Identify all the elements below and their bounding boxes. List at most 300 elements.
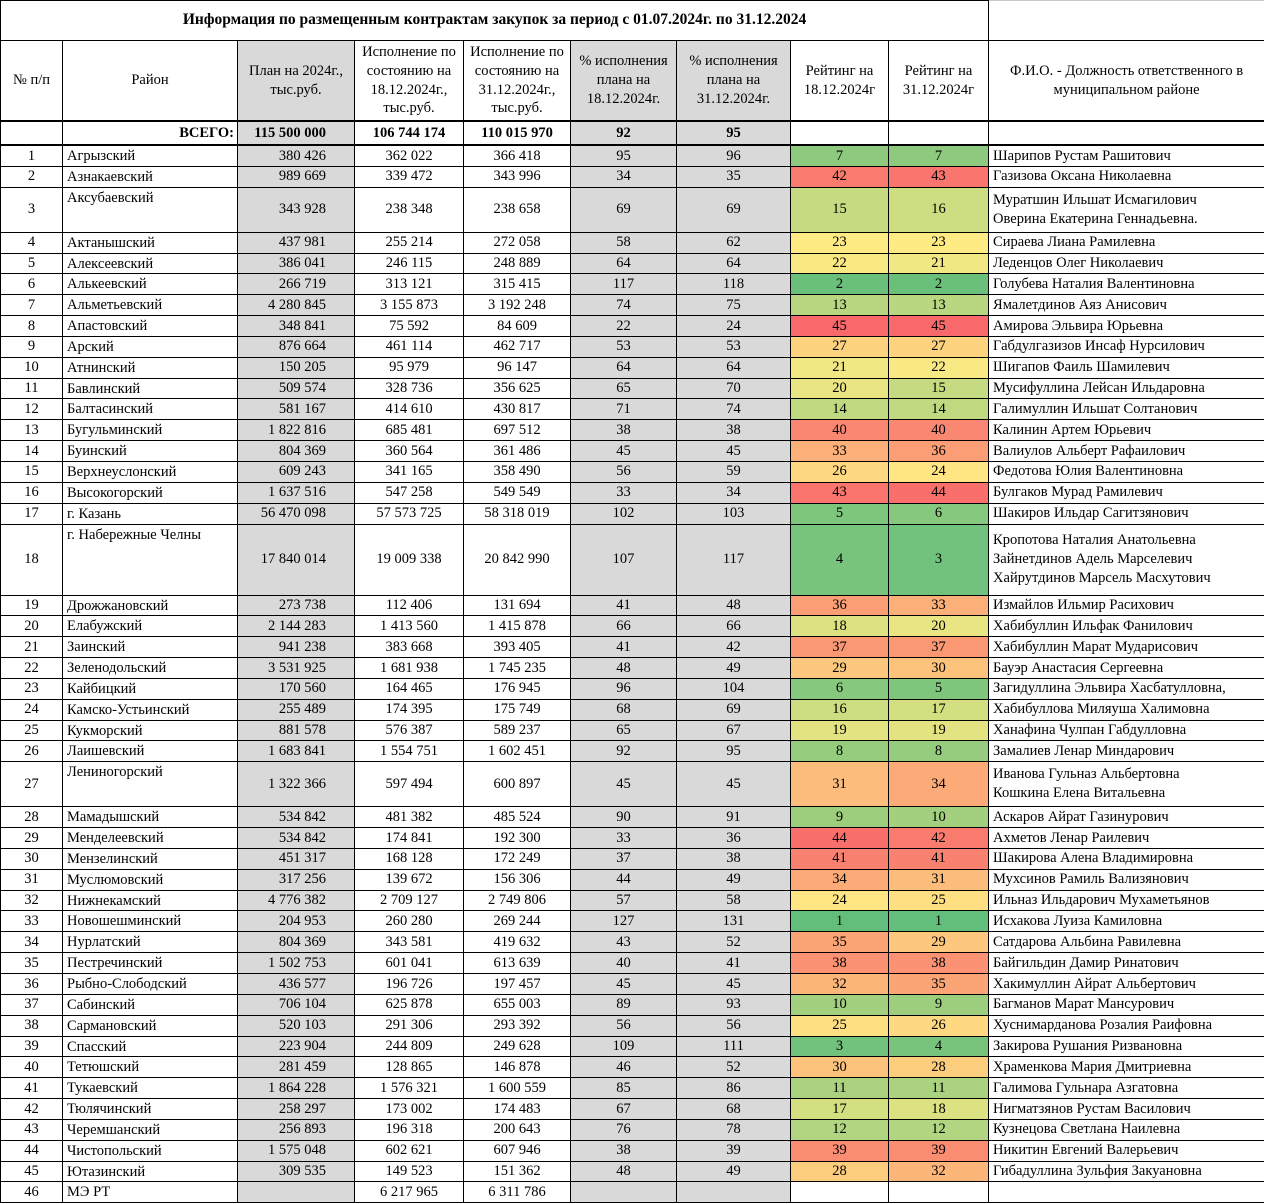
- cell-pct18: 56: [571, 461, 677, 482]
- cell-exec31: 419 632: [464, 932, 571, 953]
- cell-district: Сармановский: [63, 1015, 238, 1036]
- cell-number: 40: [1, 1057, 63, 1078]
- cell-pct31: 95: [677, 121, 791, 145]
- cell-exec31: 269 244: [464, 911, 571, 932]
- cell-fio: [989, 869, 1264, 890]
- cell-rate31: [889, 1182, 989, 1203]
- cell-district: Агрызский: [63, 145, 238, 166]
- cell-plan: 343 928: [238, 187, 355, 232]
- column-header-rate31: Рейтинг на 31.12.2024г: [889, 41, 989, 122]
- cell-pct31: 78: [677, 1119, 791, 1140]
- cell-number: 41: [1, 1078, 63, 1099]
- cell-plan: 256 893: [238, 1119, 355, 1140]
- cell-plan: 581 167: [238, 399, 355, 420]
- cell-fio: [989, 1119, 1264, 1140]
- cell-rate31: 16: [889, 187, 989, 232]
- table-row: [1, 1015, 1264, 1036]
- cell-rate31: 31: [889, 869, 989, 890]
- cell-pct31: 117: [677, 524, 791, 595]
- cell-exec18: 112 406: [355, 595, 464, 616]
- table-row: [1, 974, 1264, 995]
- cell-plan: 1 864 228: [238, 1078, 355, 1099]
- table-row: [1, 637, 1264, 658]
- table-row: [1, 699, 1264, 720]
- cell-number: 4: [1, 232, 63, 253]
- cell-rate31: 28: [889, 1057, 989, 1078]
- responsible-name: Кошкина Елена Витальевна: [993, 784, 1264, 803]
- cell-exec18: 164 465: [355, 678, 464, 699]
- cell-pct31: 75: [677, 295, 791, 316]
- cell-pct31: 48: [677, 595, 791, 616]
- cell-rate31: 32: [889, 1161, 989, 1182]
- cell-pct18: 33: [571, 828, 677, 849]
- cell-pct18: 96: [571, 678, 677, 699]
- cell-exec31: 1 745 235: [464, 658, 571, 679]
- cell-district: Апастовский: [63, 316, 238, 337]
- cell-fio: [989, 420, 1264, 441]
- cell-pct31: 64: [677, 253, 791, 274]
- cell-district: Балтасинский: [63, 399, 238, 420]
- cell-plan: 317 256: [238, 869, 355, 890]
- cell-fio: [989, 911, 1264, 932]
- table-row: [1, 932, 1264, 953]
- cell-district: Чистопольский: [63, 1140, 238, 1161]
- cell-pct31: 62: [677, 232, 791, 253]
- cell-rate31: 4: [889, 1036, 989, 1057]
- cell-plan: 223 904: [238, 1036, 355, 1057]
- responsible-name: Шакиров Ильдар Сагитзянович: [993, 504, 1264, 523]
- cell-plan: 4 776 382: [238, 890, 355, 911]
- cell-rate31: 27: [889, 336, 989, 357]
- cell-rate18: 27: [791, 336, 889, 357]
- cell-exec31: 697 512: [464, 420, 571, 441]
- cell-district: Аксубаевский: [63, 187, 238, 232]
- cell-plan: 309 535: [238, 1161, 355, 1182]
- cell-number: 42: [1, 1099, 63, 1120]
- cell-plan: 281 459: [238, 1057, 355, 1078]
- cell-pct18: 46: [571, 1057, 677, 1078]
- cell-number: 46: [1, 1182, 63, 1203]
- cell-exec31: 462 717: [464, 336, 571, 357]
- cell-exec31: 176 945: [464, 678, 571, 699]
- cell-fio: [989, 678, 1264, 699]
- cell-pct31: 49: [677, 658, 791, 679]
- cell-exec31: 1 415 878: [464, 616, 571, 637]
- cell-number: 15: [1, 461, 63, 482]
- responsible-name: Булгаков Мурад Рамилевич: [993, 483, 1264, 502]
- cell-district: Буинский: [63, 441, 238, 462]
- cell-exec18: 341 165: [355, 461, 464, 482]
- cell-rate18: 20: [791, 378, 889, 399]
- cell-plan: 881 578: [238, 720, 355, 741]
- responsible-name: Хакимуллин Айрат Альбертович: [993, 975, 1264, 994]
- cell-district: Алькеевский: [63, 274, 238, 295]
- cell-rate18: 24: [791, 890, 889, 911]
- cell-exec18: 602 621: [355, 1140, 464, 1161]
- cell-rate31: 43: [889, 166, 989, 187]
- cell-district: Мамадышский: [63, 807, 238, 828]
- cell-fio: [989, 848, 1264, 869]
- responsible-name: Оверина Екатерина Геннадьевна.: [993, 210, 1264, 229]
- cell-district: г. Казань: [63, 503, 238, 524]
- table-row: [1, 762, 1264, 807]
- cell-pct18: 38: [571, 420, 677, 441]
- cell-number: 27: [1, 762, 63, 807]
- cell-pct31: 103: [677, 503, 791, 524]
- cell-number: 25: [1, 720, 63, 741]
- cell-fio: [989, 145, 1264, 166]
- responsible-name: Храменкова Мария Дмитриевна: [993, 1058, 1264, 1077]
- cell-district: Альметьевский: [63, 295, 238, 316]
- responsible-name: Газизова Оксана Николаевна: [993, 167, 1264, 186]
- cell-district: Тюлячинский: [63, 1099, 238, 1120]
- cell-rate31: 9: [889, 994, 989, 1015]
- table-row: [1, 441, 1264, 462]
- cell-exec31: 58 318 019: [464, 503, 571, 524]
- cell-rate31: 26: [889, 1015, 989, 1036]
- table-row: [1, 720, 1264, 741]
- cell-rate31: 18: [889, 1099, 989, 1120]
- responsible-name: Аскаров Айрат Газинурович: [993, 808, 1264, 827]
- cell-pct31: 41: [677, 953, 791, 974]
- table-row: [1, 595, 1264, 616]
- cell-pct31: 86: [677, 1078, 791, 1099]
- cell-district: Пестречинский: [63, 953, 238, 974]
- cell-district: Актанышский: [63, 232, 238, 253]
- cell-number: [1, 121, 63, 145]
- cell-exec31: 110 015 970: [464, 121, 571, 145]
- cell-district: Кайбицкий: [63, 678, 238, 699]
- cell-rate31: 45: [889, 316, 989, 337]
- cell-rate31: 7: [889, 145, 989, 166]
- table-row: [1, 295, 1264, 316]
- responsible-name: Гибадуллина Зульфия Закуановна: [993, 1162, 1264, 1181]
- table-row: [1, 503, 1264, 524]
- cell-fio: [989, 482, 1264, 503]
- cell-district: Мензелинский: [63, 848, 238, 869]
- cell-rate18: 4: [791, 524, 889, 595]
- cell-exec31: 600 897: [464, 762, 571, 807]
- cell-pct31: 39: [677, 1140, 791, 1161]
- responsible-name: Ямалетдинов Аяз Анисович: [993, 296, 1264, 315]
- cell-district: Камско-Устьинский: [63, 699, 238, 720]
- cell-exec31: 20 842 990: [464, 524, 571, 595]
- table-row: [1, 1140, 1264, 1161]
- cell-pct18: 56: [571, 1015, 677, 1036]
- responsible-name: Зайнетдинов Адель Марселевич: [993, 550, 1264, 569]
- table-row: [1, 1119, 1264, 1140]
- cell-rate18: 6: [791, 678, 889, 699]
- cell-pct31: 56: [677, 1015, 791, 1036]
- responsible-name: Ханафина Чулпан Габдулловна: [993, 721, 1264, 740]
- cell-exec31: 485 524: [464, 807, 571, 828]
- cell-pct18: 92: [571, 741, 677, 762]
- cell-plan: 1 637 516: [238, 482, 355, 503]
- cell-district: Нурлатский: [63, 932, 238, 953]
- cell-exec18: 383 668: [355, 637, 464, 658]
- table-row: [1, 274, 1264, 295]
- cell-rate31: 42: [889, 828, 989, 849]
- responsible-name: Федотова Юлия Валентиновна: [993, 462, 1264, 481]
- cell-plan: 1 322 366: [238, 762, 355, 807]
- cell-pct18: 117: [571, 274, 677, 295]
- cell-pct31: 104: [677, 678, 791, 699]
- table-row: [1, 253, 1264, 274]
- cell-number: 18: [1, 524, 63, 595]
- cell-number: 20: [1, 616, 63, 637]
- cell-pct18: 107: [571, 524, 677, 595]
- cell-exec18: 1 681 938: [355, 658, 464, 679]
- responsible-name: Кропотова Наталия Анатольевна: [993, 531, 1264, 550]
- cell-rate31: 40: [889, 420, 989, 441]
- responsible-name: Голубева Наталия Валентиновна: [993, 275, 1264, 294]
- responsible-name: Исхакова Луиза Камиловна: [993, 912, 1264, 931]
- cell-plan: 204 953: [238, 911, 355, 932]
- totals-row: [1, 121, 1264, 145]
- cell-pct31: 38: [677, 848, 791, 869]
- cell-rate18: 19: [791, 720, 889, 741]
- cell-pct18: 64: [571, 253, 677, 274]
- table-row: [1, 1182, 1264, 1203]
- cell-rate18: 10: [791, 994, 889, 1015]
- cell-pct18: 102: [571, 503, 677, 524]
- cell-number: 30: [1, 848, 63, 869]
- cell-exec31: 549 549: [464, 482, 571, 503]
- cell-pct18: 33: [571, 482, 677, 503]
- cell-plan: [238, 1182, 355, 1203]
- table-row: [1, 357, 1264, 378]
- cell-pct18: 109: [571, 1036, 677, 1057]
- cell-pct18: 85: [571, 1078, 677, 1099]
- cell-rate18: 38: [791, 953, 889, 974]
- cell-number: 3: [1, 187, 63, 232]
- responsible-name: Леденцов Олег Николаевич: [993, 254, 1264, 273]
- cell-rate18: 31: [791, 762, 889, 807]
- cell-exec31: 197 457: [464, 974, 571, 995]
- column-header-pct18: % исполнения плана на 18.12.2024г.: [571, 41, 677, 122]
- cell-number: 37: [1, 994, 63, 1015]
- cell-exec18: 196 726: [355, 974, 464, 995]
- column-header-exec31: Исполнение по состоянию на 31.12.2024г., тыс.руб.: [464, 41, 571, 122]
- table-row: [1, 616, 1264, 637]
- cell-fio: [989, 1057, 1264, 1078]
- cell-exec31: 249 628: [464, 1036, 571, 1057]
- cell-pct18: [571, 1182, 677, 1203]
- table-row: [1, 1161, 1264, 1182]
- cell-exec31: 607 946: [464, 1140, 571, 1161]
- cell-pct18: 41: [571, 637, 677, 658]
- cell-pct18: 38: [571, 1140, 677, 1161]
- cell-pct18: 74: [571, 295, 677, 316]
- responsible-name: Валиулов Альберт Рафаилович: [993, 442, 1264, 461]
- cell-exec31: 315 415: [464, 274, 571, 295]
- cell-number: 5: [1, 253, 63, 274]
- cell-exec18: 75 592: [355, 316, 464, 337]
- cell-exec18: 414 610: [355, 399, 464, 420]
- cell-plan: 115 500 000: [238, 121, 355, 145]
- cell-pct31: 52: [677, 1057, 791, 1078]
- cell-fio: [989, 762, 1264, 807]
- cell-pct18: 67: [571, 1099, 677, 1120]
- table-row: [1, 187, 1264, 232]
- cell-plan: 804 369: [238, 932, 355, 953]
- table-row: [1, 1078, 1264, 1099]
- cell-rate18: 40: [791, 420, 889, 441]
- cell-pct18: 58: [571, 232, 677, 253]
- responsible-name: Галимова Гульнара Азгатовна: [993, 1079, 1264, 1098]
- cell-pct18: 90: [571, 807, 677, 828]
- cell-pct31: 95: [677, 741, 791, 762]
- cell-pct18: 45: [571, 974, 677, 995]
- cell-pct18: 71: [571, 399, 677, 420]
- cell-pct31: 35: [677, 166, 791, 187]
- cell-district: МЭ РТ: [63, 1182, 238, 1203]
- cell-plan: 509 574: [238, 378, 355, 399]
- cell-rate18: 11: [791, 1078, 889, 1099]
- cell-rate31: 25: [889, 890, 989, 911]
- cell-number: 33: [1, 911, 63, 932]
- cell-rate31: 1: [889, 911, 989, 932]
- table-row: [1, 336, 1264, 357]
- cell-plan: 170 560: [238, 678, 355, 699]
- table-row: [1, 890, 1264, 911]
- cell-rate18: 7: [791, 145, 889, 166]
- responsible-name: Хабибуллова Миляуша Халимовна: [993, 700, 1264, 719]
- responsible-name: Измайлов Ильмир Расихович: [993, 596, 1264, 615]
- title-row: [1, 1, 1264, 41]
- cell-rate18: 42: [791, 166, 889, 187]
- cell-fio: [989, 461, 1264, 482]
- cell-plan: 258 297: [238, 1099, 355, 1120]
- cell-number: 21: [1, 637, 63, 658]
- cell-exec31: 6 311 786: [464, 1182, 571, 1203]
- cell-plan: 436 577: [238, 974, 355, 995]
- report-title: Информация по размещенным контрактам закупок за период с 01.07.2024г. по 31.12.2024: [1, 1, 989, 41]
- cell-rate31: 37: [889, 637, 989, 658]
- cell-exec31: 430 817: [464, 399, 571, 420]
- cell-fio: [989, 828, 1264, 849]
- cell-exec31: 2 749 806: [464, 890, 571, 911]
- cell-rate31: 17: [889, 699, 989, 720]
- cell-district: Елабужский: [63, 616, 238, 637]
- cell-exec18: 196 318: [355, 1119, 464, 1140]
- cell-pct18: 22: [571, 316, 677, 337]
- cell-pct18: 40: [571, 953, 677, 974]
- cell-number: 8: [1, 316, 63, 337]
- cell-rate18: 13: [791, 295, 889, 316]
- cell-district: Лениногорский: [63, 762, 238, 807]
- cell-district: Бугульминский: [63, 420, 238, 441]
- responsible-name: Хайрутдинов Марсель Масхутович: [993, 569, 1264, 588]
- column-header-district: Район: [63, 41, 238, 122]
- cell-fio: [989, 637, 1264, 658]
- cell-pct31: 131: [677, 911, 791, 932]
- cell-pct18: 92: [571, 121, 677, 145]
- cell-fio: [989, 1099, 1264, 1120]
- cell-exec18: 685 481: [355, 420, 464, 441]
- cell-plan: 451 317: [238, 848, 355, 869]
- cell-fio: [989, 399, 1264, 420]
- cell-fio: [989, 187, 1264, 232]
- cell-plan: 380 426: [238, 145, 355, 166]
- cell-fio: [989, 316, 1264, 337]
- cell-exec18: 601 041: [355, 953, 464, 974]
- cell-rate31: 8: [889, 741, 989, 762]
- cell-exec18: 19 009 338: [355, 524, 464, 595]
- column-header-fio: Ф.И.О. - Должность ответственного в муниципальном районе: [989, 41, 1264, 122]
- responsible-name: Габдулгазизов Инсаф Нурсилович: [993, 337, 1264, 356]
- cell-district: Дрожжановский: [63, 595, 238, 616]
- cell-rate31: 34: [889, 762, 989, 807]
- cell-exec31: 238 658: [464, 187, 571, 232]
- cell-pct31: 91: [677, 807, 791, 828]
- responsible-name: Амирова Эльвира Юрьевна: [993, 317, 1264, 336]
- cell-rate31: 15: [889, 378, 989, 399]
- cell-exec18: 360 564: [355, 441, 464, 462]
- responsible-name: Кузнецова Светлана Наилевна: [993, 1120, 1264, 1139]
- cell-exec18: 260 280: [355, 911, 464, 932]
- cell-pct31: 68: [677, 1099, 791, 1120]
- cell-rate31: 3: [889, 524, 989, 595]
- cell-district: Кукморский: [63, 720, 238, 741]
- cell-rate18: 25: [791, 1015, 889, 1036]
- cell-exec18: 174 395: [355, 699, 464, 720]
- responsible-name: Сатдарова Альбина Равилевна: [993, 933, 1264, 952]
- cell-exec31: 3 192 248: [464, 295, 571, 316]
- cell-fio: [989, 699, 1264, 720]
- cell-exec31: 589 237: [464, 720, 571, 741]
- responsible-name: Шарипов Рустам Рашитович: [993, 147, 1264, 166]
- cell-plan: 609 243: [238, 461, 355, 482]
- cell-plan: 1 502 753: [238, 953, 355, 974]
- cell-rate31: 14: [889, 399, 989, 420]
- cell-exec18: 625 878: [355, 994, 464, 1015]
- cell-fio: [989, 807, 1264, 828]
- column-header-exec18: Исполнение по состоянию на 18.12.2024г., тыс.руб.: [355, 41, 464, 122]
- cell-exec18: 255 214: [355, 232, 464, 253]
- cell-fio: [989, 658, 1264, 679]
- cell-pct18: 48: [571, 1161, 677, 1182]
- cell-exec18: 1 576 321: [355, 1078, 464, 1099]
- cell-exec31: 175 749: [464, 699, 571, 720]
- cell-exec18: 291 306: [355, 1015, 464, 1036]
- cell-rate18: 41: [791, 848, 889, 869]
- cell-pct31: 69: [677, 699, 791, 720]
- table-row: [1, 1099, 1264, 1120]
- cell-pct18: 66: [571, 616, 677, 637]
- cell-rate31: 6: [889, 503, 989, 524]
- cell-number: 16: [1, 482, 63, 503]
- responsible-name: Бауэр Анастасия Сергеевна: [993, 659, 1264, 678]
- cell-exec18: 168 128: [355, 848, 464, 869]
- cell-rate31: 12: [889, 1119, 989, 1140]
- cell-pct31: 96: [677, 145, 791, 166]
- cell-plan: 520 103: [238, 1015, 355, 1036]
- cell-rate18: 2: [791, 274, 889, 295]
- cell-number: 14: [1, 441, 63, 462]
- responsible-name: Хабибуллин Ильфак Фанилович: [993, 617, 1264, 636]
- cell-pct31: 66: [677, 616, 791, 637]
- cell-exec18: 238 348: [355, 187, 464, 232]
- cell-number: 31: [1, 869, 63, 890]
- cell-number: 34: [1, 932, 63, 953]
- cell-rate18: 3: [791, 1036, 889, 1057]
- cell-number: 39: [1, 1036, 63, 1057]
- cell-plan: 273 738: [238, 595, 355, 616]
- cell-pct31: 59: [677, 461, 791, 482]
- table-row: [1, 911, 1264, 932]
- table-row: [1, 828, 1264, 849]
